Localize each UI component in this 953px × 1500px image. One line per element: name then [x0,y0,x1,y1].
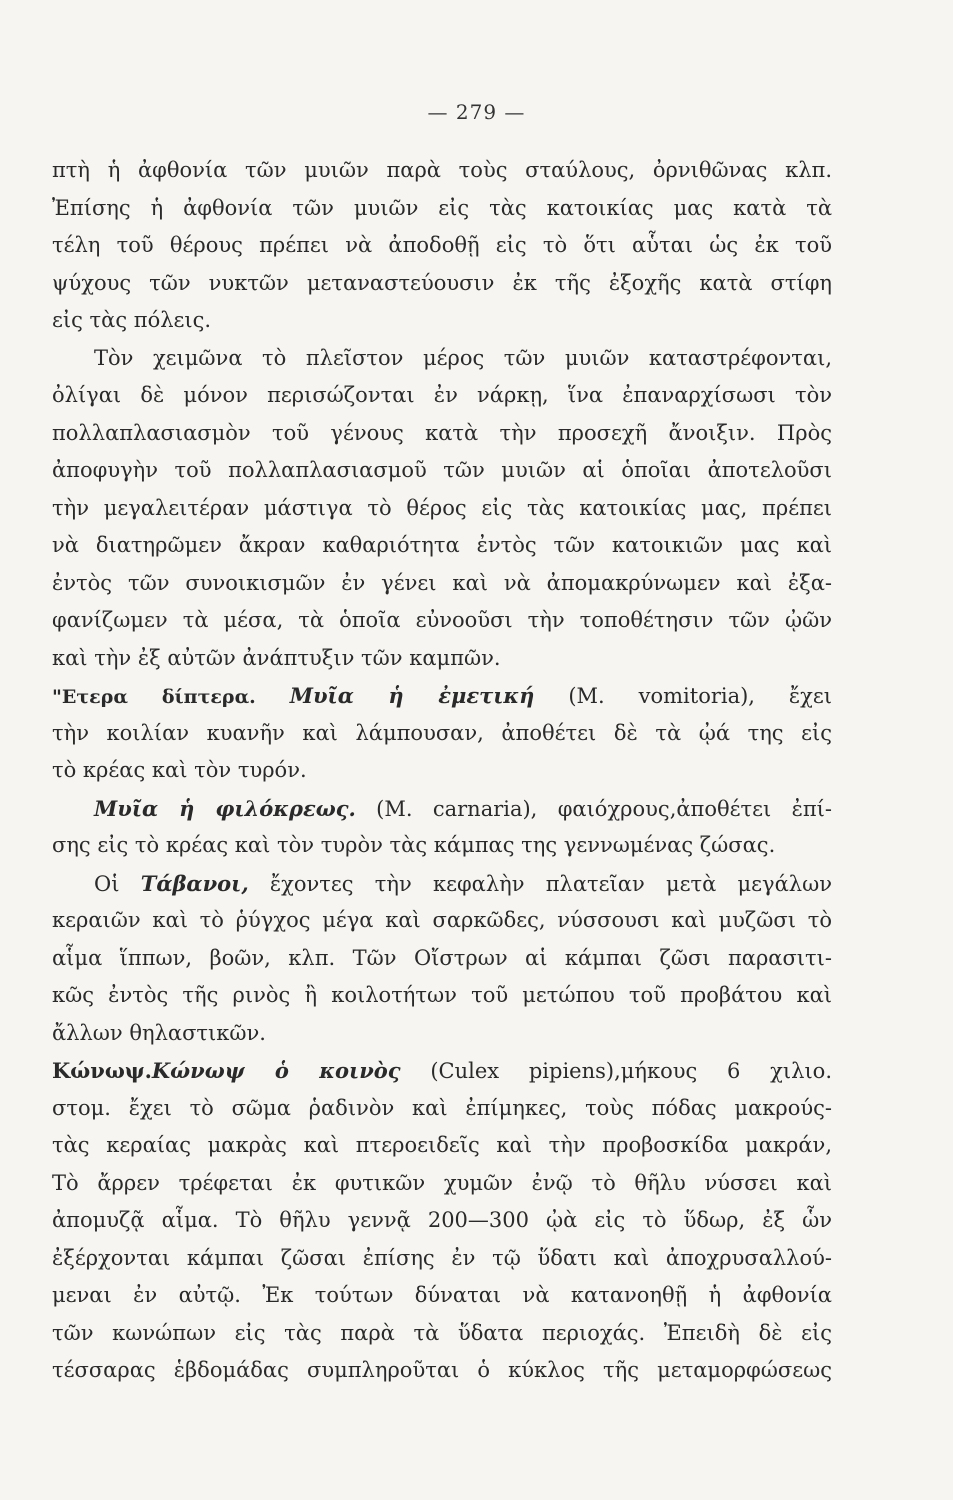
line-segment: ἐξέρχονται κάμπαι ζῶσαι ἐπίσης ἐν τῷ ὕδατι καὶ ἀποχρυσαλλού- [52,1245,832,1270]
line-segment: ἐντὸς τῶν συνοικισμῶν ἐν γένει καὶ νὰ ἀπομακρύνωμεν καὶ ἐξα- [52,570,832,595]
text-line-31 [52,1277,832,1315]
species-name-culex: Κώνωψ ὁ κοινὸς [151,1058,401,1083]
line-segment: Οἱ [94,871,141,896]
line-segment: τέσσαρας ἑβδομάδας συμπληροῦται ὁ κύκλος τῆς μεταμορφώσεως [52,1358,832,1382]
line-segment: καὶ τὴν ἐξ αὐτῶν ἀνάπτυξιν τῶν καμπῶν. [52,645,501,670]
line-segment: ἀπομυζᾷ αἷμα. Τὸ θῆλυ γεννᾷ 200—300 ᾠὰ εἰς τὸ ὕδωρ, ἐξ ὧν [52,1208,832,1232]
text-line-12 [52,565,832,603]
text-line-29 [52,1202,832,1240]
line-segment: (M. vomitoria), ἔχει [534,684,832,708]
line-segment: σης εἰς τὸ κρέας καὶ τὸν τυρὸν τὰς κάμπας της γεννωμένας ζώσας. [52,833,776,857]
text-line-20 [52,865,832,903]
text-line-1 [52,152,832,190]
line-segment: ψύχους τῶν νυκτῶν μεταναστεύουσιν ἐκ τῆς ἐξοχῆς κατὰ στίφη [52,270,832,295]
line-segment: κεραιῶν καὶ τὸ ῥύγχος μέγα καὶ σαρκῶδες, νύσσουσι καὶ μυζῶσι τὸ [52,908,832,932]
line-segment: στομ. ἔχει τὸ σῶμα ῥαδινὸν καὶ ἐπίμηκες, τοὺς πόδας μακρούς- [52,1095,832,1120]
line-segment: πολλαπλασιασμὸν τοῦ γένους κατὰ τὴν προσεχῆ ἄνοιξιν. Πρὸς [52,420,832,445]
text-line-17 [52,752,832,790]
text-line-8 [52,415,832,453]
text-line-6 [52,340,832,378]
line-segment: (Culex pipiens),μήκους 6 χιλιο. [400,1059,832,1083]
line-segment: τὴν κοιλίαν κυανῆν καὶ λάμπουσαν, ἀποθέτει δὲ τὰ ᾠά της εἰς [52,720,832,745]
line-segment: φανίζωμεν τὰ μέσα, τὰ ὁποῖα εὐνοοῦσι τὴν τοποθέτησιν τῶν ᾠῶν [52,608,832,632]
text-line-15 [52,677,832,715]
species-name-carnaria: Μυῖα ἡ φιλόκρεως. [94,795,356,821]
text-line-23 [52,977,832,1015]
species-name-vomitoria: Μυῖα ἡ ἐμετική [289,683,535,708]
line-segment: Τὸν χειμῶνα τὸ πλεῖστον μέρος τῶν μυιῶν καταστρέφονται, [94,345,832,370]
line-segment: νὰ διατηρῶμεν ἄκραν καθαριότητα ἐντὸς τῶν κατοικιῶν μας καὶ [52,533,832,557]
text-line-11 [52,527,832,565]
text-line-27 [52,1127,832,1165]
line-segment: τέλη τοῦ θέρους πρέπει νὰ ἀποδοθῇ εἰς τὸ ὅτι αὗται ὡς ἐκ τοῦ [52,233,832,257]
text-line-3 [52,227,832,265]
species-name-tabanoi: Τάβανοι, [140,870,249,896]
line-segment: μεναι ἐν αὐτῷ. Ἐκ τούτων δύναται νὰ κατανοηθῇ ἡ ἀφθονία [52,1283,832,1307]
text-line-13 [52,602,832,640]
text-line-19 [52,827,832,865]
text-line-21 [52,902,832,940]
line-segment: εἰς τὰς πόλεις. [52,308,212,332]
line-segment: αἷμα ἵππων, βοῶν, κλπ. Τῶν Οἴστρων αἱ κάμπαι ζῶσι παρασιτι- [52,945,832,970]
text-line-14 [52,640,832,678]
text-line-25 [52,1052,832,1090]
text-line-30 [52,1240,832,1278]
text-line-16 [52,715,832,753]
text-line-28 [52,1165,832,1203]
line-segment: ἔχοντες τὴν κεφαλὴν πλατεῖαν μετὰ μεγάλων [248,871,832,896]
section-heading-konops: Κώνωψ. [52,1058,152,1083]
text-line-24 [52,1015,832,1053]
text-line-4 [52,265,832,303]
line-segment: ἄλλων θηλαστικῶν. [52,1020,266,1045]
line-segment: Τὸ ἄρρεν τρέφεται ἐκ φυτικῶν χυμῶν ἐνῷ τὸ θῆλυ νύσσει καὶ [52,1170,832,1195]
text-line-7 [52,377,832,415]
line-segment: ἀποφυγὴν τοῦ πολλαπλασιασμοῦ τῶν μυιῶν αἱ ὁποῖαι ἀποτελοῦσι [52,458,832,482]
line-segment: κῶς ἐντὸς τῆς ρινὸς ἢ κοιλοτήτων τοῦ μετώπου τοῦ προβάτου καὶ [52,983,832,1007]
text-line-22 [52,940,832,978]
text-line-2 [52,190,832,228]
text-line-9 [52,452,832,490]
text-line-33 [52,1352,832,1390]
text-line-32 [52,1315,832,1353]
line-segment: (M. carnaria), φαιόχρους,ἀποθέτει ἐπί- [355,796,832,821]
line-segment: τὴν μεγαλειτέραν μάστιγα τὸ θέρος εἰς τὰς κατοικίας μας, πρέπει [52,495,832,520]
line-segment: πτὴ ἡ ἀφθονία τῶν μυιῶν παρὰ τοὺς σταύλους, ὀρνιθῶνας κλπ. [52,158,832,182]
section-heading-other-diptera: "Ετερα δίπτερα. [52,686,256,708]
line-segment: τὰς κεραίας μακρὰς καὶ πτεροειδεῖς καὶ τὴν προβοσκίδα μακράν, [52,1133,832,1157]
line-segment: τὸ κρέας καὶ τὸν τυρόν. [52,758,307,782]
text-line-26 [52,1090,832,1128]
text-line-5 [52,302,832,340]
page-number: — 279 — [427,100,526,124]
body-text [52,152,832,1390]
text-line-18 [52,790,832,828]
line-segment: Ἐπίσης ἡ ἀφθονία τῶν μυιῶν εἰς τὰς κατοικίας μας κατὰ τὰ [52,195,832,220]
text-line-10 [52,490,832,528]
line-segment: ὀλίγαι δὲ μόνον περισώζονται ἐν νάρκῃ, ἵνα ἐπαναρχίσωσι τὸν [52,383,832,407]
line-segment: τῶν κωνώπων εἰς τὰς παρὰ τὰ ὕδατα περιοχάς. Ἐπειδὴ δὲ εἰς [52,1320,832,1345]
